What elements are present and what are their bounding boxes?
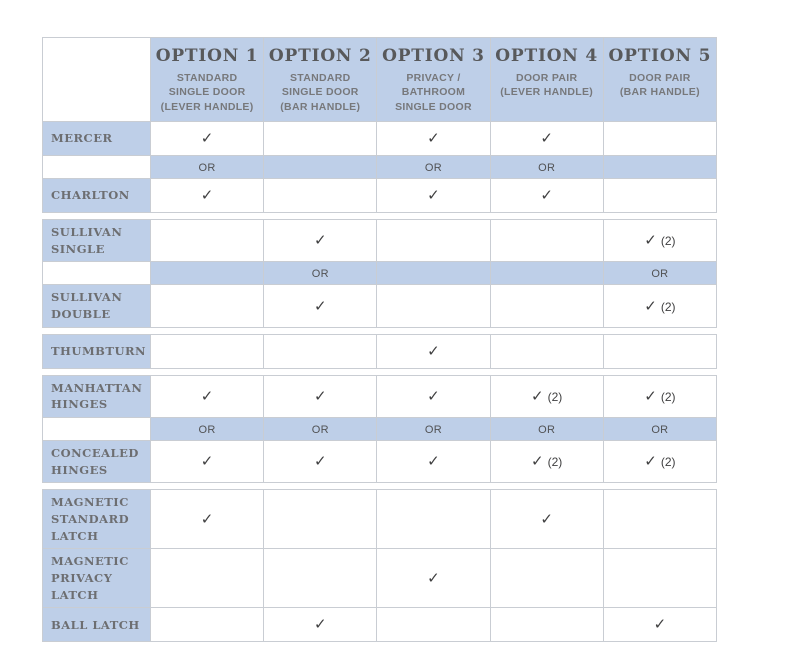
row-label: MAGNETIC PRIVACY LATCH [43,549,151,608]
check-icon: ✓ [313,615,327,634]
or-cell [151,262,264,285]
or-label: OR [311,424,329,437]
count-suffix: (2) [547,455,563,470]
section-gap-row [43,368,717,375]
or-label: OR [538,162,556,174]
matrix-cell [377,375,490,417]
matrix-cell [151,441,264,483]
or-cell [603,262,716,285]
matrix-cell [603,608,716,642]
or-cell [264,262,377,285]
check-icon: ✓ [427,186,440,204]
column-header-option-4 [490,38,603,122]
table-row [43,375,717,417]
table-row [43,122,717,156]
section-gap-row [43,213,717,220]
column-header-option-2 [264,38,377,122]
matrix-cell [603,375,716,417]
option-subtitle-line: (LEVER HANDLE) [160,100,254,113]
matrix-cell [603,179,716,213]
matrix-cell [490,490,603,549]
corner-cell [43,38,151,122]
row-label: MAGNETIC STANDARD LATCH [43,490,151,549]
or-cell [151,156,264,179]
check-icon: ✓ [313,231,327,250]
check-icon: ✓ [313,386,327,405]
matrix-cell [490,608,603,642]
row-label-blank [43,418,151,441]
row-label: THUMBTURN [43,334,151,368]
or-label: OR [538,424,556,437]
matrix-cell [151,490,264,549]
check-icon: ✓ [313,452,327,471]
matrix-cell [377,608,490,642]
option-subtitle-line: BATHROOM [401,86,466,99]
option-subtitle-line: SINGLE DOOR [168,86,246,99]
check-icon: ✓ [644,231,657,250]
matrix-cell [490,334,603,368]
or-cell [377,156,490,179]
check-icon: ✓ [540,129,553,147]
matrix-cell [490,122,603,156]
check-icon: ✓ [313,296,327,315]
row-label-blank [43,262,151,285]
section-gap [43,483,717,490]
table-row [43,549,717,608]
matrix-cell [264,441,377,483]
row-label: SULLIVAN DOUBLE [43,285,151,327]
count-suffix: (2) [660,389,676,404]
matrix-cell [151,375,264,417]
or-label: OR [198,424,216,437]
table-row [43,608,717,642]
matrix-cell [264,334,377,368]
matrix-cell [377,549,490,608]
check-icon: ✓ [200,452,214,471]
row-label: BALL LATCH [43,608,151,642]
or-cell [603,418,716,441]
matrix-cell [264,122,377,156]
matrix-cell [603,285,716,327]
option-subtitle [155,71,259,114]
option-subtitle-line: DOOR PAIR [629,71,691,84]
or-label: OR [424,162,443,174]
or-row [43,262,717,285]
or-cell [603,156,716,179]
matrix-head-row [43,38,717,122]
matrix-cell [490,179,603,213]
or-row [43,418,717,441]
section-gap [43,368,717,375]
check-icon: ✓ [427,341,440,360]
matrix-cell [377,334,490,368]
matrix-cell [490,375,603,417]
or-cell [377,262,490,285]
matrix-cell [377,490,490,549]
option-subtitle [268,71,372,114]
matrix-cell [603,220,716,262]
or-cell [151,418,264,441]
or-cell [377,418,490,441]
check-icon: ✓ [200,386,214,405]
count-suffix: (2) [547,389,563,404]
matrix-cell [377,441,490,483]
option-title: OPTION 2 [268,46,372,66]
matrix-cell [264,375,377,417]
matrix-cell [603,122,716,156]
or-cell [490,262,603,285]
option-title: OPTION 4 [495,46,598,66]
or-cell [490,418,603,441]
count-suffix: (2) [660,234,676,249]
matrix-cell [603,441,716,483]
table-row [43,285,717,327]
option-subtitle-line: STANDARD [290,71,351,84]
check-icon: ✓ [427,386,440,405]
or-cell [490,156,603,179]
matrix-cell [151,285,264,327]
matrix-cell [151,122,264,156]
option-subtitle-line: PRIVACY / [406,71,461,84]
matrix-cell [151,608,264,642]
option-subtitle-line: SINGLE DOOR [281,86,359,99]
or-row [43,156,717,179]
row-label-blank [43,156,151,179]
check-icon: ✓ [644,452,657,471]
or-label: OR [651,268,669,281]
section-gap [43,327,717,334]
matrix-cell [377,220,490,262]
count-suffix: (2) [660,299,676,314]
check-icon: ✓ [644,296,657,315]
check-icon: ✓ [200,186,214,204]
or-label: OR [311,268,329,281]
options-matrix-table [42,37,717,642]
row-label: SULLIVAN SINGLE [43,220,151,262]
matrix-cell [377,285,490,327]
table-row [43,334,717,368]
check-icon: ✓ [531,452,544,471]
table-row [43,441,717,483]
check-icon: ✓ [200,129,214,147]
or-label: OR [424,424,443,437]
matrix-cell [490,285,603,327]
matrix-cell [151,334,264,368]
option-title: OPTION 3 [382,46,485,66]
option-title: OPTION 5 [608,46,712,66]
check-icon: ✓ [644,386,657,405]
row-label: CONCEALED HINGES [43,441,151,483]
check-icon: ✓ [427,568,440,587]
column-header-option-5 [603,38,716,122]
table-row [43,490,717,549]
matrix-cell [264,179,377,213]
or-label: OR [651,424,669,437]
matrix-cell [264,285,377,327]
row-label: MERCER [43,122,151,156]
section-gap [43,213,717,220]
section-gap-row [43,327,717,334]
check-icon: ✓ [427,452,440,471]
matrix-cell [264,220,377,262]
matrix-cell [264,490,377,549]
count-suffix: (2) [660,455,676,470]
or-label: OR [198,162,216,174]
option-subtitle-line: DOOR PAIR [515,71,578,84]
check-icon: ✓ [427,129,440,147]
option-subtitle [608,71,712,100]
matrix-cell [490,441,603,483]
row-label: CHARLTON [43,179,151,213]
or-cell [264,418,377,441]
matrix-cell [490,549,603,608]
check-icon: ✓ [653,615,667,634]
matrix-cell [603,334,716,368]
column-header-option-3 [377,38,490,122]
matrix-cell [264,608,377,642]
option-subtitle [381,71,485,114]
matrix-cell [377,179,490,213]
table-row [43,220,717,262]
check-icon: ✓ [540,509,553,528]
matrix-cell [603,490,716,549]
section-gap-row [43,483,717,490]
table-row [43,179,717,213]
option-title: OPTION 1 [155,46,259,66]
matrix-cell [603,549,716,608]
matrix-cell [151,179,264,213]
option-subtitle-line: SINGLE DOOR [395,100,472,113]
matrix-cell [377,122,490,156]
matrix-cell [151,549,264,608]
row-label: MANHATTAN HINGES [43,375,151,417]
check-icon: ✓ [540,186,553,204]
matrix-cell [490,220,603,262]
or-cell [264,156,377,179]
matrix-cell [151,220,264,262]
option-subtitle-line: (LEVER HANDLE) [500,86,594,99]
check-icon: ✓ [531,386,544,405]
matrix-cell [264,549,377,608]
option-subtitle-line: (BAR HANDLE) [619,86,700,99]
matrix-body [43,122,717,642]
column-header-option-1 [151,38,264,122]
option-subtitle-line: (BAR HANDLE) [280,100,361,113]
option-subtitle [495,71,599,100]
option-subtitle-line: STANDARD [176,71,238,84]
check-icon: ✓ [200,509,214,528]
